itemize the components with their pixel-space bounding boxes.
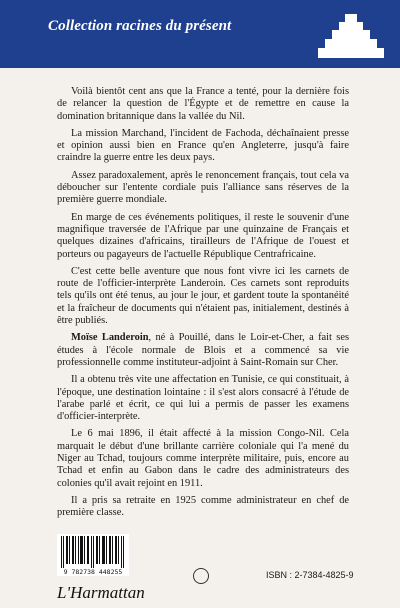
paragraph-5: C'est cette belle aventure que nous font vivre ici les carnets de route de l'officier-interprète Landeroin. Ces carnets sont reproduits tels qu'ils ont été tenus, au jour le jour, et gardent toute la spontanéité et la fraîcheur de documents qui n'étaient pas, initialement, destinés à être publiés. xyxy=(57,265,349,327)
bio-paragraph-2: Le 6 mai 1896, il était affecté à la mission Congo-Nil. Cela marquait le début d'une brillante carrière coloniale qui l'a mené du Niger au Tchad, toujours comme interprète militaire, puis, encore au Tchad et enfin au Gabon dans le cadre des administrateurs des colonies qu'il avait rejoint en 1911. xyxy=(57,428,349,489)
barcode-bars xyxy=(57,534,129,568)
paragraph-4: En marge de ces événements politiques, il reste le souvenir d'une magnifique traversée de l'Afrique par une quinzaine de Français et quelques dizaines d'africains, tirailleurs de l'Afrique de l'ouest et porteurs ou pagayeurs de l'actuelle République Centrafricaine. xyxy=(57,211,349,260)
globe-icon xyxy=(193,568,209,584)
paragraph-3: Assez paradoxalement, après le renoncement français, tout cela va déboucher sur l'entente cordiale puis l'alliance sans réserves de la première guerre mondiale. xyxy=(57,169,349,206)
barcode xyxy=(57,534,129,576)
author-name: Moïse Landeroin xyxy=(71,332,149,344)
back-cover-text xyxy=(57,86,349,525)
stepped-pyramid-logo-icon xyxy=(318,12,384,60)
bio-paragraph-1: Il a obtenu très vite une affectation en Tunisie, ce qui constituait, à l'époque, une destination lointaine : il s'est alors consacré à l'étude de l'arabe parlé et écrit, ce qui lui a permis de passer les examens d'officier-interprète. xyxy=(57,374,349,423)
paragraph-1: Voilà bientôt cent ans que la France a tenté, pour la dernière fois de relancer la question de l'Égypte et de remettre en cause la domination britannique dans la vallée du Nil. xyxy=(57,86,349,122)
barcode-number: 9 782738 448255 xyxy=(63,568,123,576)
paragraph-2: La mission Marchand, l'incident de Fachoda, déchaînaient presse et opinion aussi bien en France qu'en Angleterre, jusqu'à faire craindre la guerre entre les deux pays. xyxy=(57,127,349,164)
bio-paragraph-3: Il a pris sa retraite en 1925 comme administrateur en chef de première classe. xyxy=(57,494,349,519)
author-paragraph xyxy=(57,332,349,369)
collection-title: Collection racines du présent xyxy=(48,18,232,34)
publisher-logo: L'Harmattan xyxy=(57,583,145,602)
author-bio: , né à Pouillé, dans le Loir-et-Cher, a fait ses études à l'école normale de Blois et a commencé sa vie professionnelle comme instituteur-adjoint à Saint-Romain sur Cher. xyxy=(57,332,349,368)
collection-banner xyxy=(0,0,400,68)
isbn: ISBN : 2-7384-4825-9 xyxy=(266,570,354,580)
